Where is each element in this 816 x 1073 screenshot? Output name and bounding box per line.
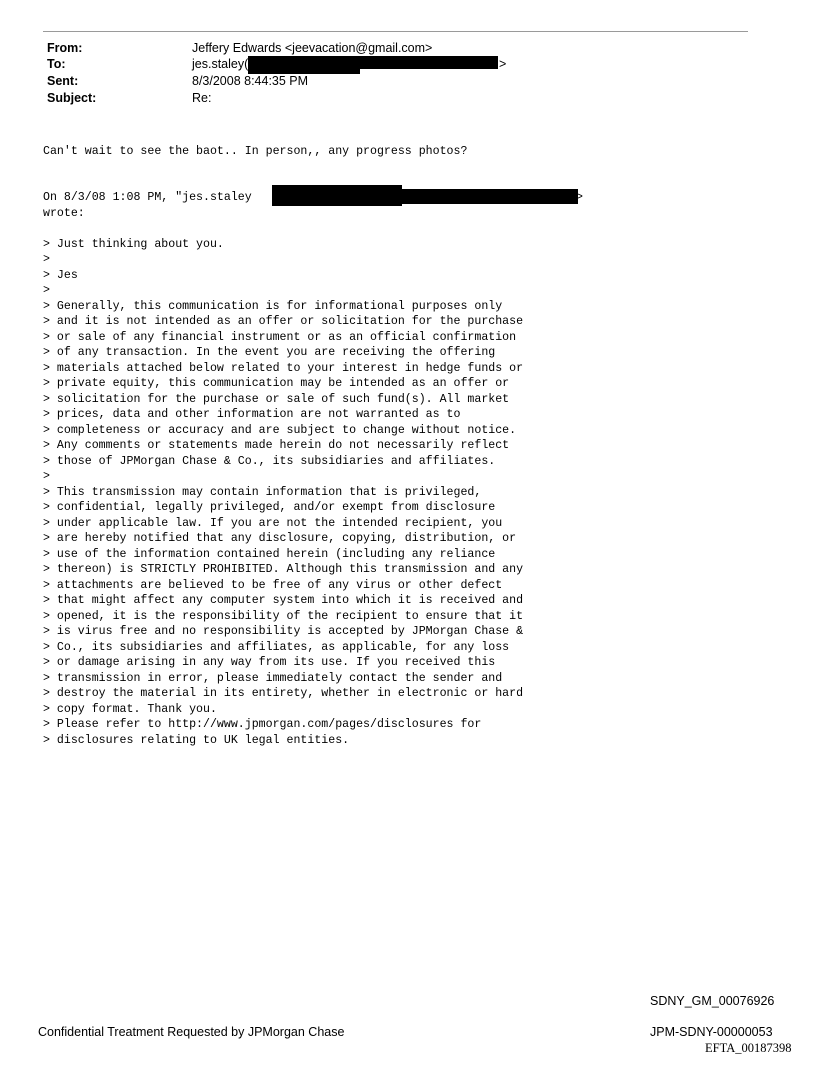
to-label: To:: [47, 57, 66, 71]
quoted-line: > and it is not intended as an offer or solicitation for the purchase: [43, 315, 524, 328]
quoted-line: > disclosures relating to UK legal entities.: [43, 733, 350, 747]
bates-jpm: JPM-SDNY-00000053: [650, 1025, 773, 1039]
efta-number: EFTA_00187398: [705, 1041, 792, 1055]
bates-sdny: SDNY_GM_00076926: [650, 994, 775, 1008]
quoted-line: > solicitation for the purchase or sale of such fund(s). All market: [43, 392, 510, 406]
quote-intro-prefix: On 8/3/08 1:08 PM, "jes.staley: [43, 191, 252, 204]
subject-value: Re:: [192, 91, 212, 105]
quoted-line: > of any transaction. In the event you are receiving the offering: [43, 346, 496, 359]
quoted-line: > is virus free and no responsibility is accepted by JPMorgan Chase &: [43, 625, 524, 638]
quoted-line: >: [43, 284, 50, 297]
quoted-line: > Please refer to http://www.jpmorgan.com/pages/disclosures for: [43, 718, 482, 731]
quoted-line: >: [43, 253, 50, 266]
sent-value: 8/3/2008 8:44:35 PM: [192, 74, 309, 88]
quoted-line: > private equity, this communication may be intended as an offer or: [43, 377, 510, 390]
quoted-line: > Jes: [43, 268, 78, 282]
header-divider: [43, 31, 748, 32]
reply-text: Can't wait to see the baot.. In person,, any progress photos?: [43, 145, 468, 158]
quoted-line: > use of the information contained herein (including any reliance: [43, 547, 496, 561]
subject-label: Subject:: [47, 91, 97, 105]
quote-redaction-2: [400, 189, 578, 204]
quoted-line: > thereon) is STRICTLY PROHIBITED. Although this transmission and any: [43, 563, 524, 576]
to-redaction-1: [248, 56, 360, 74]
to-redaction-2: [358, 56, 498, 69]
quoted-line: > those of JPMorgan Chase & Co., its subsidiaries and affiliates.: [43, 454, 496, 468]
from-value: Jeffery Edwards <jeevacation@gmail.com>: [192, 41, 433, 55]
quoted-line: > Any comments or statements made herein do not necessarily reflect: [43, 439, 510, 452]
quoted-line: > or damage arising in any way from its use. If you received this: [43, 656, 496, 669]
quoted-line: > Just thinking about you.: [43, 237, 224, 251]
quoted-line: > under applicable law. If you are not the intended recipient, you: [43, 516, 503, 530]
quoted-line: > destroy the material in its entirety, whether in electronic or hard: [43, 687, 524, 700]
quoted-line: >: [43, 470, 50, 483]
quoted-line: > confidential, legally privileged, and/or exempt from disclosure: [43, 501, 496, 514]
quoted-line: > materials attached below related to your interest in hedge funds or: [43, 361, 524, 375]
quoted-line: > attachments are believed to be free of any virus or other defect: [43, 578, 503, 592]
from-label: From:: [47, 41, 83, 55]
quoted-line: > Generally, this communication is for informational purposes only: [43, 299, 503, 313]
quoted-line: > or sale of any financial instrument or as an official confirmation: [43, 330, 517, 344]
confidential-notice: Confidential Treatment Requested by JPMorgan Chase: [38, 1025, 345, 1039]
quote-redaction-1: [272, 185, 402, 206]
quoted-line: > This transmission may contain information that is privileged,: [43, 485, 482, 499]
quoted-line: > copy format. Thank you.: [43, 702, 217, 716]
quote-intro-line2: wrote:: [43, 206, 85, 220]
quoted-line: > completeness or accuracy and are subject to change without notice.: [43, 423, 517, 437]
quoted-line: > that might affect any computer system into which it is received and: [43, 594, 524, 607]
quote-intro-suffix: >: [576, 191, 583, 204]
to-value-prefix: jes.staley(: [192, 57, 249, 71]
quoted-line: > transmission in error, please immediately contact the sender and: [43, 671, 503, 685]
sent-label: Sent:: [47, 74, 79, 88]
quoted-line: > prices, data and other information are not warranted as to: [43, 408, 461, 421]
quoted-line: > are hereby notified that any disclosure, copying, distribution, or: [43, 532, 517, 545]
quoted-line: > opened, it is the responsibility of the recipient to ensure that it: [43, 609, 524, 623]
quoted-line: > Co., its subsidiaries and affiliates, as applicable, for any loss: [43, 640, 510, 654]
to-value-suffix: >: [499, 57, 507, 71]
